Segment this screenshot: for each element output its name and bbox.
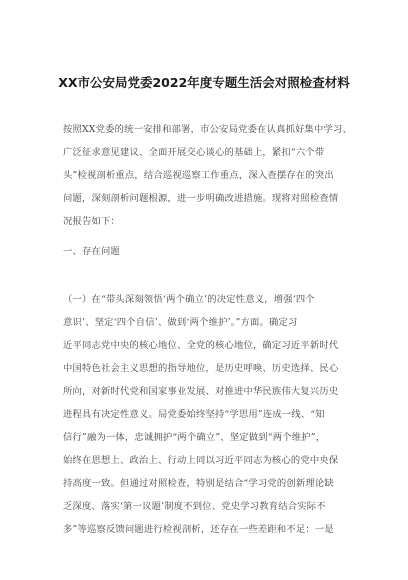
- intro-line: 按照XX党委的统一安排和部署，市公安局党委在认真抓好集中学习、: [63, 124, 353, 135]
- section-1-line: 乏深度、落实‘第一议题’制度不到位、党史学习教育结合实际不: [63, 501, 326, 512]
- intro-line: 头”检视剖析重点，结合巡视巡察工作重点，深入查摆存在的突出: [63, 170, 334, 181]
- section-1-line: （一）在“带头深刻领悟‘两个确立’的决定性意义，增强‘四个: [63, 294, 315, 305]
- section-1-line: 持高度一致。但通过对照检查，特别是结合“学习党的创新理论缺: [63, 478, 334, 489]
- intro-line: 广泛征求意见建议、全面开展交心谈心的基础上，紧扣“六个带: [63, 147, 325, 158]
- section-1-line: 近平同志党中央的核心地位、全党的核心地位，确定习近平新时代: [63, 340, 339, 351]
- section-1-line: 多”等巡察反馈问题进行检视剖析，还存在一些差距和不足：一是: [63, 524, 334, 535]
- section-1-line: 所向，对新时代党和国家事业发展、对推进中华民族伟大复兴历史: [63, 386, 339, 397]
- section-heading-text: 一、存在问题: [63, 246, 120, 257]
- document-title: XX市公安局党委2022年度专题生活会对照检查材料: [58, 75, 350, 90]
- intro-line: 况报告如下：: [63, 216, 120, 227]
- section-1-paragraph: [63, 288, 353, 541]
- section-1-line: 意识’、坚定‘四个自信’、做到‘两个维护’。”方面。确定习: [63, 317, 298, 328]
- section-heading: [63, 240, 353, 263]
- section-1-line: 始终在思想上、政治上、行动上同以习近平同志为核心的党中央保: [63, 455, 339, 466]
- intro-paragraph: [63, 118, 353, 233]
- section-1-line: 中国特色社会主义思想的指导地位，是历史呼唤、历史选择、民心: [63, 363, 339, 374]
- section-1-line: 信行”融为一体，忠诚拥护“两个确立”、坚定做到“两个维护”，: [63, 432, 326, 443]
- section-1-line: 进程具有决定性意义。局党委始终坚持“学思用”连成一线、“知: [63, 409, 325, 420]
- intro-line: 问题，深刻剖析问题根源，进一步明确改进措施。现将对照检查情: [63, 193, 339, 204]
